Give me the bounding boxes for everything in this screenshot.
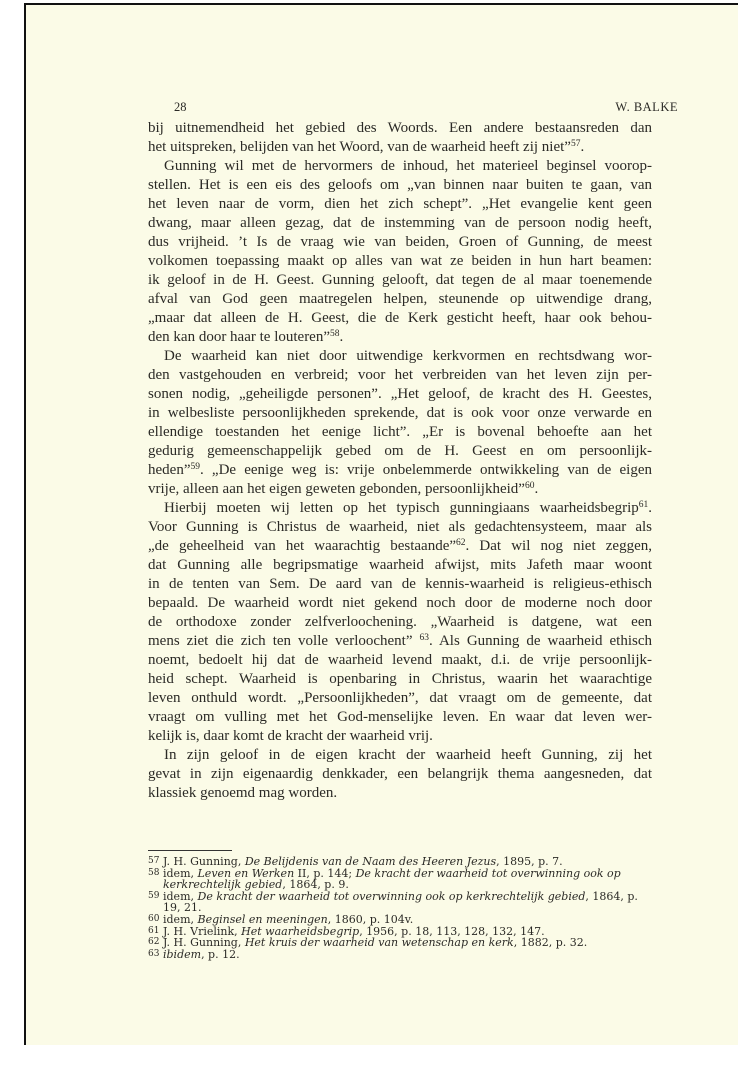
paragraph <box>148 746 652 803</box>
footnote <box>148 949 652 961</box>
citation-text: idem, <box>163 912 198 926</box>
citation-title: Leven en Werken <box>197 866 295 880</box>
text-line <box>148 328 652 347</box>
footnotes <box>148 856 652 960</box>
footnote-number: 59 <box>148 890 160 901</box>
line-text: dus vrijheid. ’t Is de vraag wie van beiden, Groen of Gunning, de meest <box>148 234 652 250</box>
line-text: den vastgehouden en verbreid; voor het verbreiden van het leven zijn per- <box>148 367 652 383</box>
text-line <box>148 157 652 176</box>
citation-text: , 1956, p. 18, 113, 128, 132, 147. <box>359 924 545 938</box>
text-line <box>148 252 652 271</box>
footnote-number: 62 <box>148 937 160 948</box>
text-line <box>148 290 652 309</box>
line-text: „maar dat alleen de H. Geest, die de Kerk gesticht heeft, haar ook behou- <box>148 310 652 326</box>
text-line <box>148 518 652 537</box>
line-text: . <box>534 481 539 497</box>
text-line <box>148 689 652 708</box>
footnote <box>148 891 652 914</box>
line-text: afval van God geen maatregelen helpen, steunende op uitwendige drang, <box>148 291 652 307</box>
line-text: bepaald. De waarheid wordt niet gekend noch door de moderne noch door <box>148 595 652 611</box>
footnote-reference: 62 <box>456 538 466 548</box>
text-line <box>148 214 652 233</box>
citation-text: , 1895, p. 7. <box>496 855 563 868</box>
text-line <box>148 233 652 252</box>
citation-title: ibidem <box>163 947 202 961</box>
line-text: „de geheelheid van het waarachtig bestaande” <box>148 538 457 554</box>
line-text: . <box>339 329 344 345</box>
footnote-number: 63 <box>148 948 160 959</box>
text-line <box>148 784 652 803</box>
citation-title: Het waarheidsbegrip <box>241 924 360 938</box>
text-line <box>148 632 652 651</box>
text-line <box>148 594 652 613</box>
citation-title: Het kruis der waarheid van wetenschap en kerk <box>244 936 514 950</box>
citation-text: idem, <box>163 889 198 903</box>
citation-title: Beginsel en meeningen <box>197 912 328 926</box>
line-text: mens ziet die zich ten volle verloochent” <box>148 633 420 649</box>
line-text: den kan door haar te louteren” <box>148 329 330 345</box>
footnote-number: 60 <box>148 913 160 924</box>
citation-text: idem, <box>163 866 198 880</box>
citation-text: II, p. 144; <box>294 866 356 880</box>
line-text: heid schept. Waarheid is openbaring in Christus, waarin het waarachtige <box>148 671 652 687</box>
line-text: In zijn geloof in de eigen kracht der waarheid heeft Gunning, zij het <box>164 747 652 763</box>
line-text: De waarheid kan niet door uitwendige kerkvormen en rechtsdwang wor- <box>164 348 652 364</box>
text-line <box>148 366 652 385</box>
text-line <box>148 442 652 461</box>
text-line <box>148 176 652 195</box>
footnote-reference: 59 <box>190 462 200 472</box>
citation-title: De Belijdenis van de Naam des Heeren Jezus <box>244 855 497 868</box>
citation-text: , 1882, p. 32. <box>513 936 588 950</box>
line-text: heden” <box>148 462 191 478</box>
text-line <box>148 461 652 480</box>
text-line <box>148 385 652 404</box>
footnote-reference: 57 <box>570 139 581 149</box>
line-text: noemt, bedoelt hij dat de waarheid levend maakt, d.i. de vrije persoonlijk- <box>148 652 652 668</box>
footnote-number: 58 <box>148 867 160 878</box>
citation-text: , 1860, p. 104v. <box>327 912 414 926</box>
text-line <box>148 613 652 632</box>
text-line <box>148 499 652 518</box>
running-header-author: W. BALKE <box>615 100 678 114</box>
line-text: ellendige toestanden het eenige licht”. „Er is bovenal behoefte aan het <box>148 424 652 440</box>
line-text: het uitspreken, belijden van het Woord, van de waarheid heeft zij niet” <box>148 139 571 155</box>
text-line <box>148 195 652 214</box>
footnote-number: 57 <box>148 856 160 866</box>
line-text: volkomen toepassing maakt op alles van wat ze beiden in hun hart beamen: <box>148 253 652 269</box>
paragraph <box>148 157 652 347</box>
line-text: vrije, alleen aan het eigen geweten gebonden, persoonlijkheid” <box>148 481 525 497</box>
text-line <box>148 537 652 556</box>
line-text: gevat in zijn eigenaardig denkkader, een belangrijk thema aangesneden, dat <box>148 766 652 782</box>
text-line <box>148 423 652 442</box>
text-line <box>148 746 652 765</box>
text-line <box>148 727 652 746</box>
line-text: stellen. Het is een eis des geloofs om „van binnen naar buiten te gaan, van <box>148 177 652 193</box>
citation-title: De kracht der waarheid tot overwinning ook op kerkrechtelijk gebied <box>163 866 621 892</box>
citation-title: De kracht der waarheid tot overwinning ook op kerkrechtelijk gebied <box>197 889 586 903</box>
line-text: . <box>580 139 585 155</box>
line-text: Gunning wil met de hervormers de inhoud, het materieel beginsel voorop- <box>164 158 652 174</box>
paragraph <box>148 119 652 157</box>
page-number: 28 <box>174 100 187 114</box>
line-text: leven onthuld wordt. „Persoonlijkheden”, dat vraagt om de gemeente, dat <box>148 690 652 706</box>
footnote-reference: 63 <box>419 633 430 643</box>
line-text: sonen nodig, „geheiligde personen”. „Het geloof, de kracht des H. Geestes, <box>148 386 652 402</box>
text-line <box>148 271 652 290</box>
text-line <box>148 404 652 423</box>
line-text: . Dat wil nog niet zeggen, <box>465 538 652 554</box>
footnote-reference: 61 <box>638 500 649 510</box>
citation-text: , 1864, p. 9. <box>282 878 349 892</box>
citation-text: J. H. Gunning, <box>163 936 245 950</box>
line-text: dwang, maar alleen gezag, dat de instemming van de persoon nodig heeft, <box>148 215 652 231</box>
footnote-number: 61 <box>148 925 160 936</box>
line-text: gedurig gemeenschappelijk gebed om de H. Geest en om persoonlijk- <box>148 443 652 459</box>
text-line <box>148 480 652 499</box>
text-line <box>148 309 652 328</box>
footnote-divider <box>148 850 232 851</box>
line-text: in de tenten van Sem. De aard van de kennis-waarheid is religieus-ethisch <box>148 576 652 592</box>
paragraph <box>148 347 652 499</box>
body-text <box>148 119 652 803</box>
line-text: de orthodoxe zonder zelfverloochening. „Waarheid is datgene, wat een <box>148 614 652 630</box>
text-line <box>148 670 652 689</box>
citation-text: J. H. Vrielink, <box>163 924 242 938</box>
citation-text: J. H. Gunning, <box>163 855 245 868</box>
line-text: . „De eenige weg is: vrije onbelemmerde ontwikkeling van de eigen <box>199 462 652 478</box>
line-text: klassiek genoemd mag worden. <box>148 785 338 801</box>
paragraph <box>148 499 652 746</box>
line-text: . <box>648 500 652 516</box>
text-line <box>148 119 652 138</box>
citation-text: , p. 12. <box>201 947 240 961</box>
footnote <box>148 868 652 891</box>
line-text: dat Gunning alle begripsmatige waarheid afwijst, mits Jafeth maar woont <box>148 557 652 573</box>
line-text: Hierbij moeten wij letten op het typisch gunningiaans waarheidsbegrip <box>164 500 639 516</box>
text-line <box>148 556 652 575</box>
line-text: het leven naar de vorm, dien het zich schept”. „Het evangelie kent geen <box>148 196 652 212</box>
line-text: . Als Gunning de waarheid ethisch <box>429 633 652 649</box>
line-text: bij uitnemendheid het gebied des Woords. Een andere bestaansreden dan <box>148 120 652 136</box>
text-line <box>148 651 652 670</box>
text-line <box>148 347 652 366</box>
text-line <box>148 138 652 157</box>
footnote-reference: 60 <box>524 481 535 491</box>
text-line <box>148 765 652 784</box>
footnote-reference: 58 <box>330 329 340 339</box>
citation-text: , 1864, p. 19, 21. <box>163 889 638 915</box>
line-text: in welbesliste persoonlijkheden sprekende, dat is ook voor onze verwarde en <box>148 405 652 421</box>
text-line <box>148 575 652 594</box>
line-text: kelijk is, daar komt de kracht der waarheid vrij. <box>148 728 433 744</box>
line-text: ik geloof in de H. Geest. Gunning gelooft, dat tegen de al maar toenemende <box>148 272 652 288</box>
text-line <box>148 708 652 727</box>
line-text: vraagt om vulling met het God-menselijke leven. En waar dat leven wer- <box>148 709 652 725</box>
line-text: Voor Gunning is Christus de waarheid, niet als gedachtensysteem, maar als <box>148 519 652 535</box>
